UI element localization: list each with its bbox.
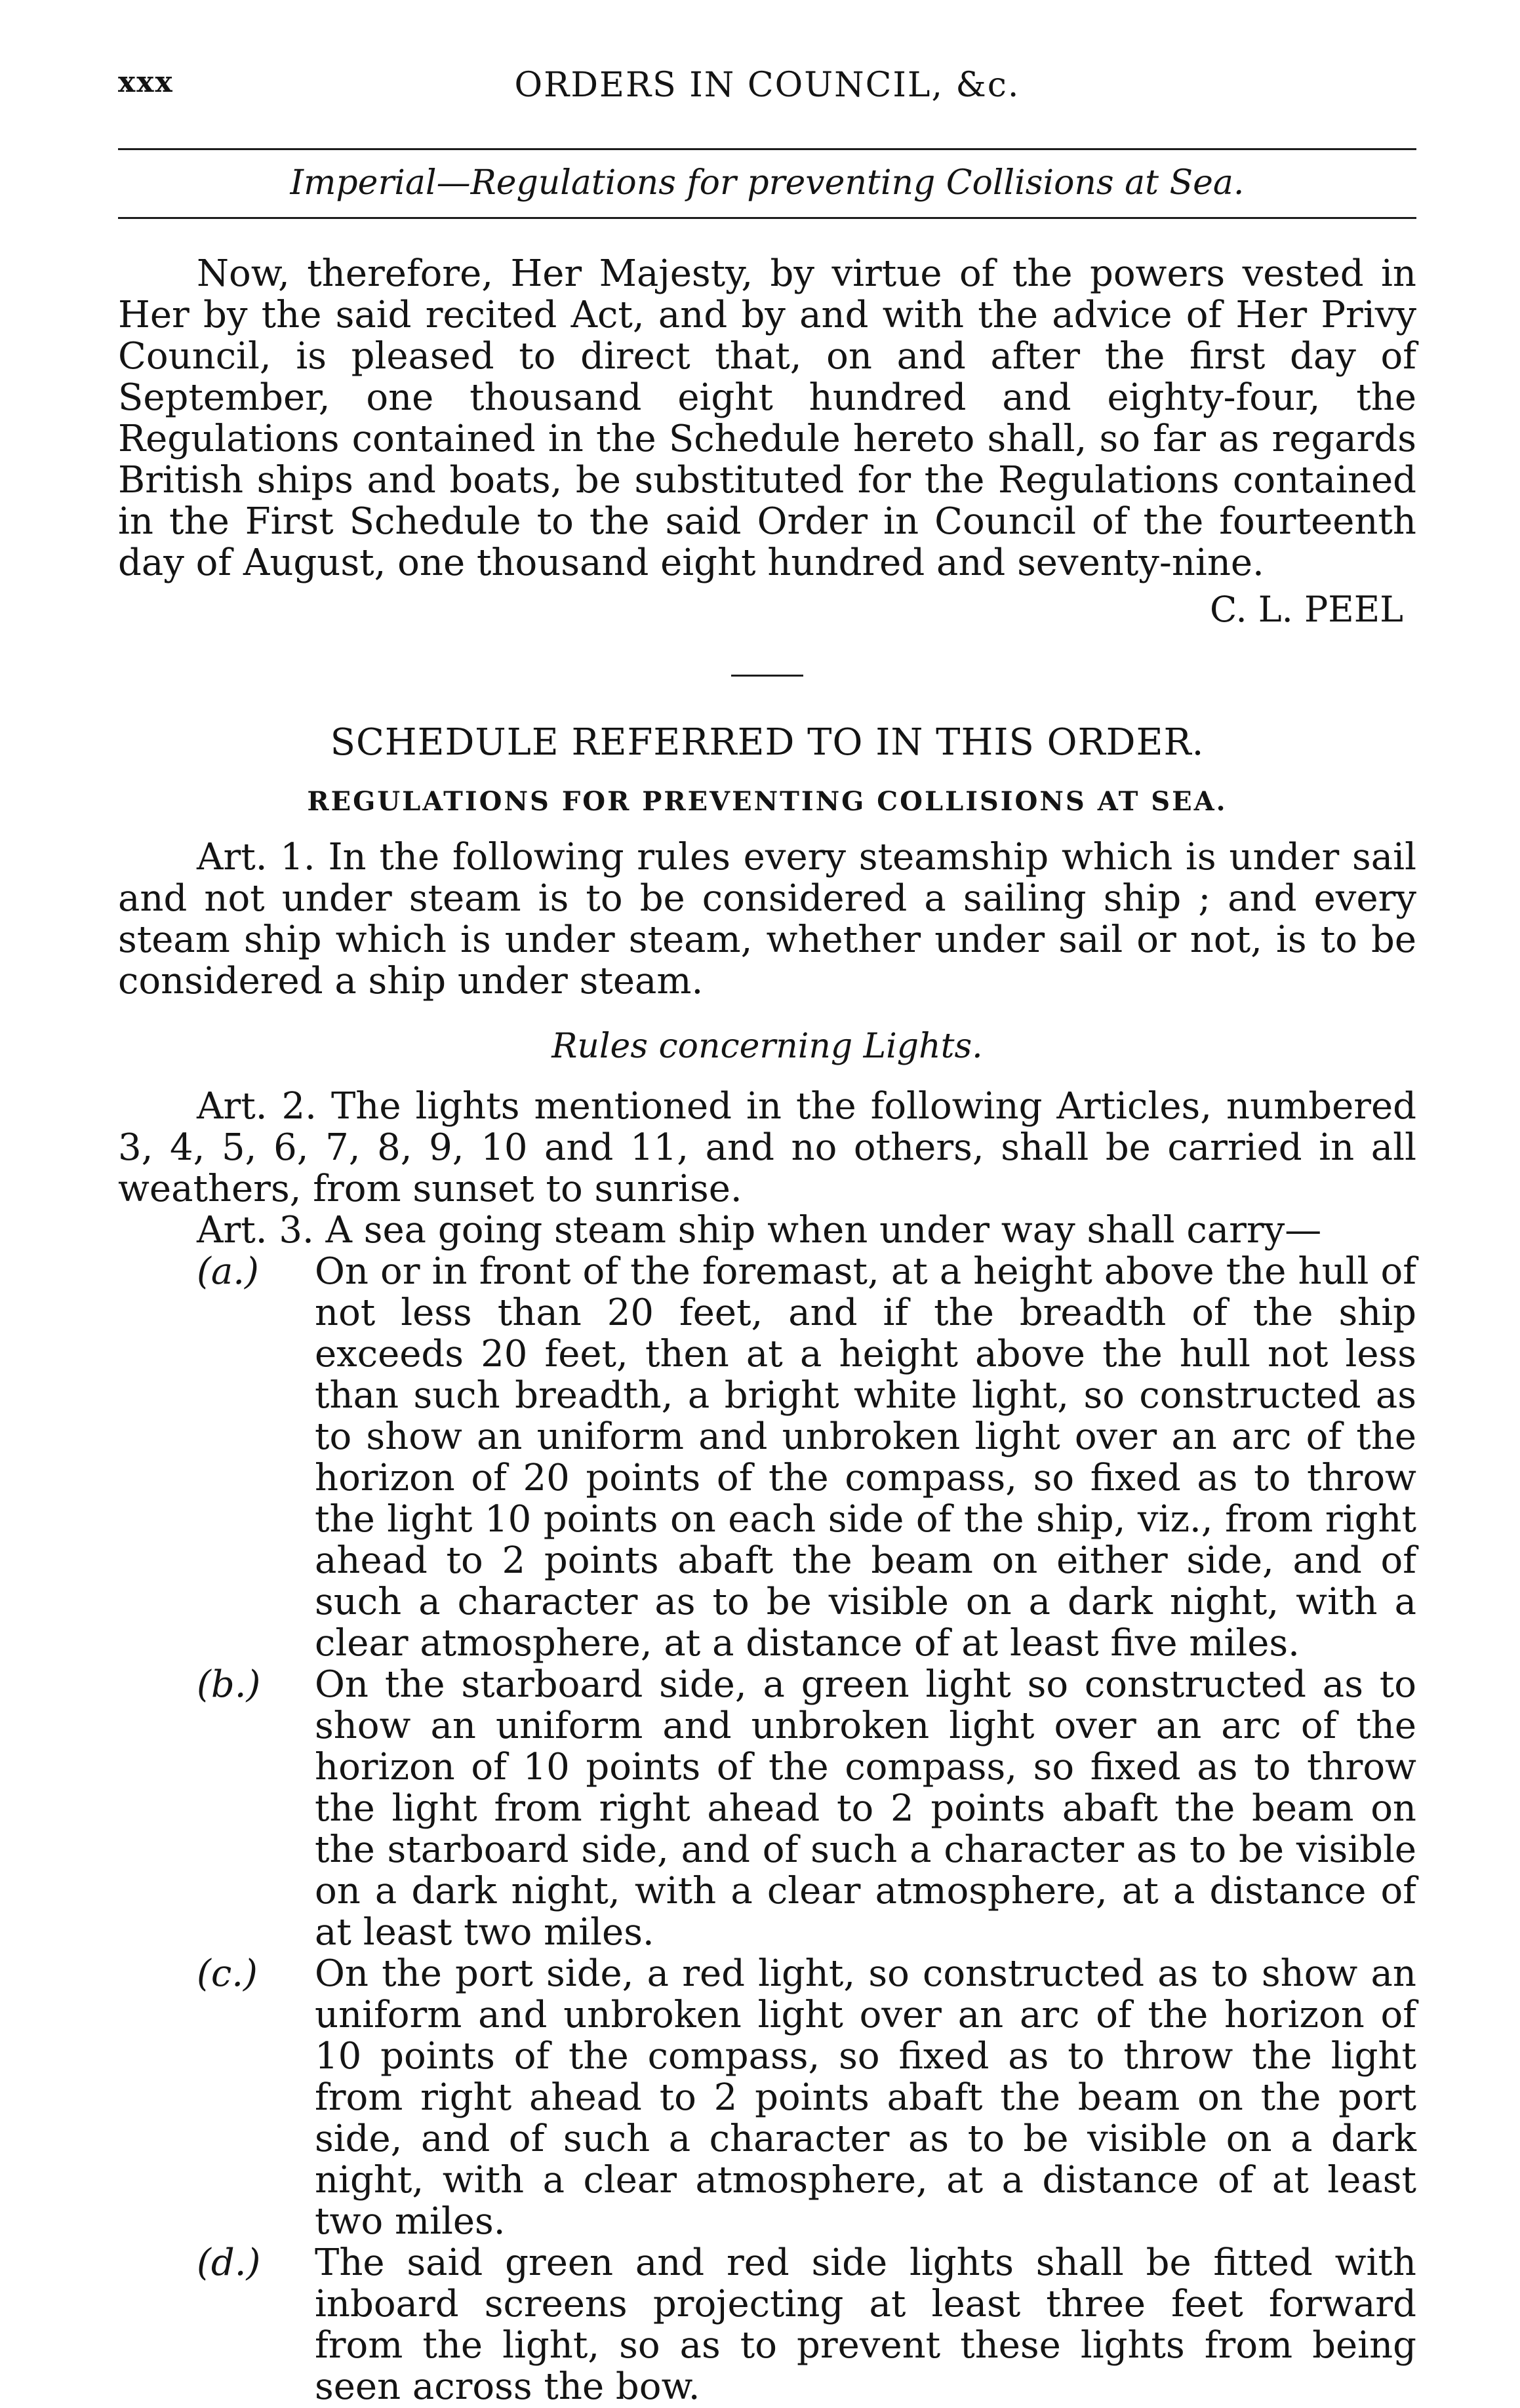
- running-title: ORDERS IN COUNCIL, &c.: [514, 66, 1020, 105]
- item-text: On the starboard side, a green light so constructed as to show an uniform and unbroken light over an arc of the horizon of 10 points of the compass, so fixed as to throw the light from right ahead to 2 points abaft the beam on the starboard side, and of such a character as to be visible on a dark night, with a clear atmosphere, at a distance of at least two miles.: [315, 1663, 1416, 1954]
- lights-heading: Rules concerning Lights.: [551, 1027, 983, 1066]
- list-item: [118, 1251, 1416, 1664]
- document-page: [118, 66, 1416, 2407]
- page-number: xxx: [118, 66, 174, 99]
- item-label: (b.): [197, 1663, 261, 1706]
- item-label: (c.): [197, 1952, 258, 1995]
- list-item: [118, 2242, 1416, 2407]
- article-3-intro: Art. 3. A sea going steam ship when under way shall carry—: [197, 1209, 1322, 1252]
- item-label: (d.): [197, 2241, 261, 2284]
- item-text: The said green and red side lights shall be fitted with inboard screens projecting at least three feet forward from the light, so as to prevent these lights from being seen across the bow.: [315, 2241, 1416, 2408]
- regulations-title: REGULATIONS FOR PREVENTING COLLISIONS AT SEA.: [307, 786, 1228, 817]
- item-text: On the port side, a red light, so constructed as to show an uniform and unbroken light over an arc of the horizon of 10 points of the compass, so fixed as to throw the light from right ahead to 2 points abaft the beam on the port side, and of such a character as to be visible on a dark night, with a clear atmosphere, at a distance of at least two miles.: [315, 1952, 1416, 2243]
- section-subtitle: Imperial—Regulations for preventing Collisions at Sea.: [290, 163, 1245, 203]
- article-2: Art. 2. The lights mentioned in the following Articles, numbered 3, 4, 5, 6, 7, 8, 9, 10 and 11, and no others, shall be carried in all weathers, from sunset to sunrise.: [118, 1085, 1416, 1210]
- item-label: (a.): [197, 1250, 259, 1293]
- item-text: On or in front of the foremast, at a height above the hull of not less than 20 feet, and if the breadth of the ship exceeds 20 feet, then at a height above the hull not less than such breadth, a bright white light, so constructed as to show an uniform and unbroken light over an arc of the horizon of 20 points of the compass, so fixed as to throw the light 10 points on each side of the ship, viz., from right ahead to 2 points abaft the beam on either side, and of such a character as to be visible on a dark night, with a clear atmosphere, at a distance of at least five miles.: [315, 1250, 1416, 1665]
- section-divider: [731, 675, 803, 677]
- article-1: Art. 1. In the following rules every steamship which is under sail and not under steam is to be considered a sailing ship ; and every steam ship which is under steam, whether under sail or not, is to be considered a ship under steam.: [118, 836, 1416, 1002]
- header-rule-top: [118, 148, 1416, 150]
- article-3-list: [118, 1251, 1416, 2407]
- page-header: [118, 66, 1416, 125]
- list-item: [118, 1664, 1416, 1953]
- schedule-title: SCHEDULE REFERRED TO IN THIS ORDER.: [330, 721, 1205, 764]
- header-rule-bottom: [118, 217, 1416, 219]
- signature: C. L. PEEL: [1210, 589, 1403, 630]
- intro-paragraph: Now, therefore, Her Majesty, by virtue of the powers vested in Her by the said recited Act, and by and with the advice of Her Privy Council, is pleased to direct that, on and after the first day of September, one thousand eight hundred and eighty-four, the Regulations contained in the Schedule hereto shall, so far as regards British ships and boats, be substituted for the Regulations contained in the First Schedule to the said Order in Council of the fourteenth day of August, one thousand eight hundred and seventy-nine.: [118, 252, 1416, 584]
- list-item: [118, 1953, 1416, 2242]
